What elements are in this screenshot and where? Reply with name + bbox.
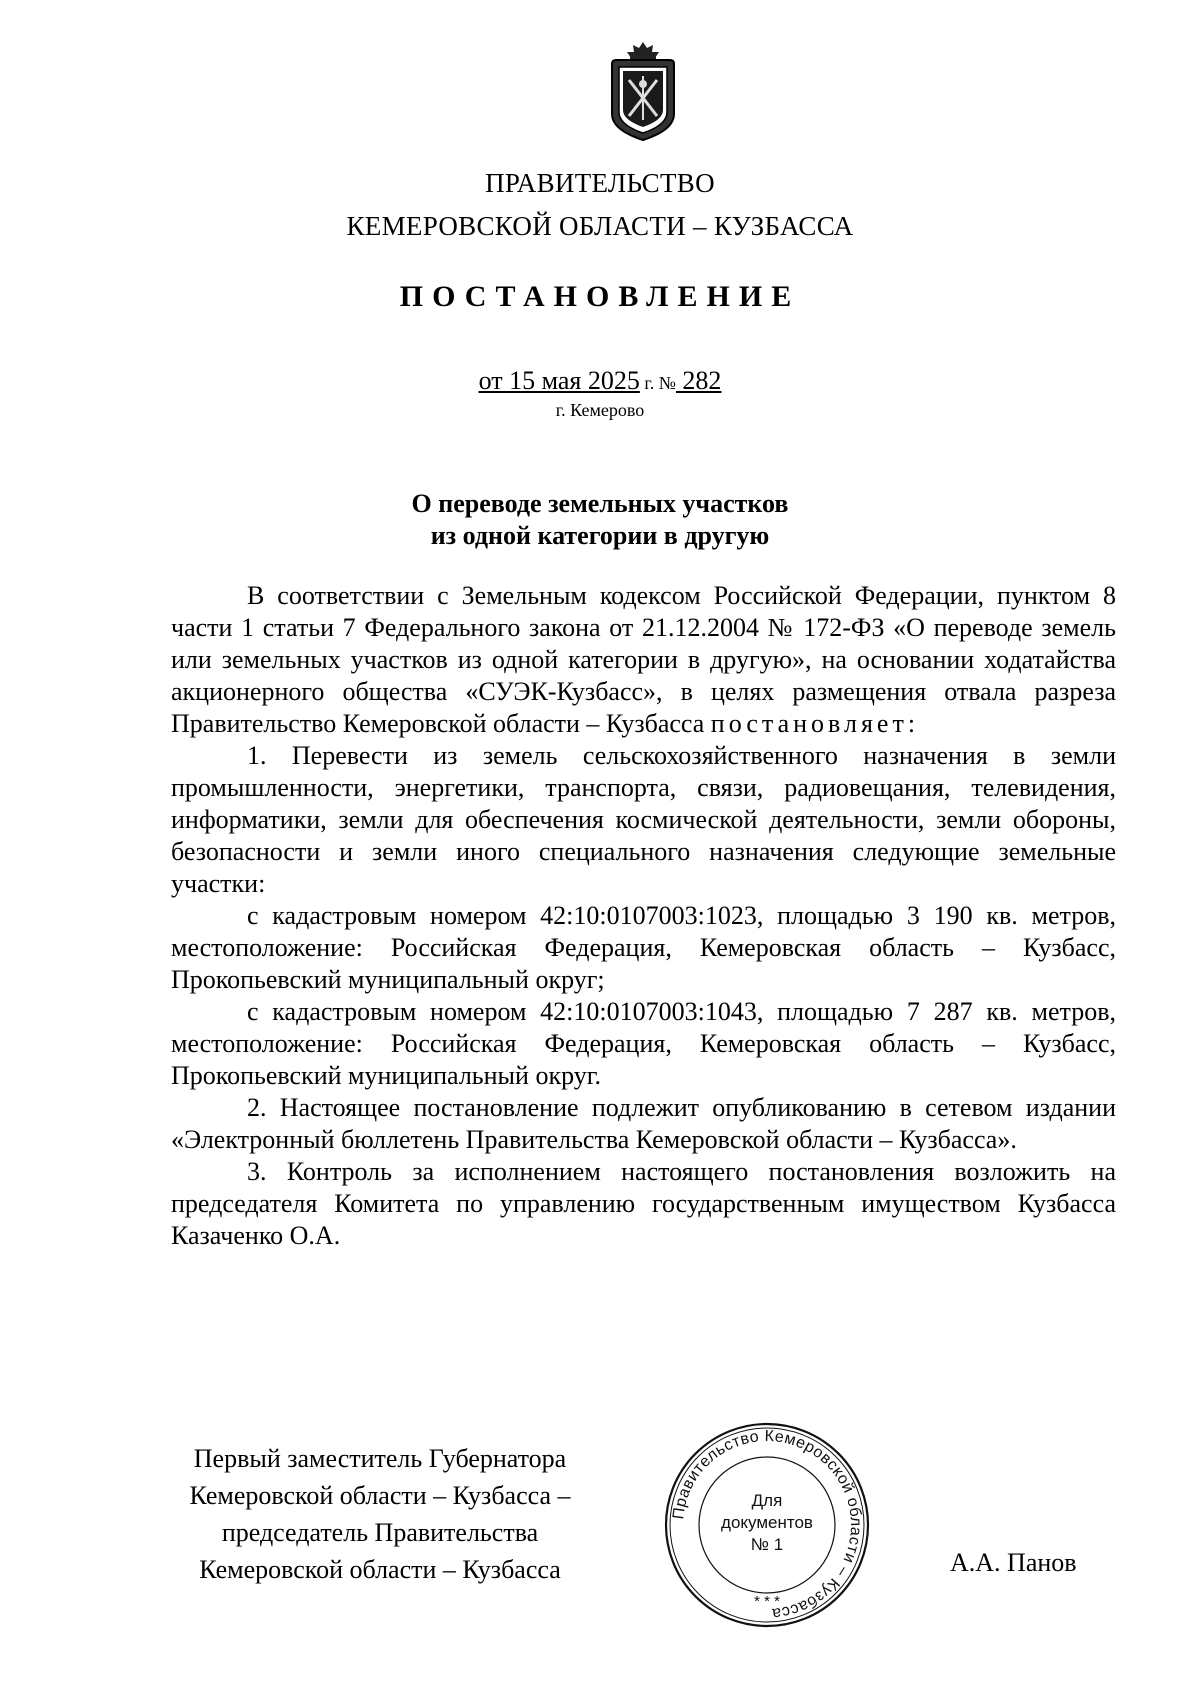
stamp-ring-text: Правительство Кемеровской области – Кузбасса <box>670 1427 865 1622</box>
intro-end: : <box>907 709 916 738</box>
document-title-line-2: из одной категории в другую <box>430 521 770 550</box>
document-type: ПОСТАНОВЛЕНИЕ <box>399 280 801 313</box>
clause-3: 3. Контроль за исполнением настоящего постановления возложить на председателя Комитета по управлению государственным имуществом Кузбасса Казаченко О.А. <box>171 1157 1116 1250</box>
clause-2: 2. Настоящее постановление подлежит опубликованию в сетевом издании «Электронный бюллетень Правительства Кемеровской области – Кузбасса». <box>171 1093 1116 1154</box>
date-number-line <box>0 366 1200 396</box>
intro-text: В соответствии с Земельным кодексом Российской Федерации, пунктом 8 части 1 статьи 7 Федерального закона от 21.12.2004 № 172-ФЗ «О переводе земель или земельных участков из одной категории в другую», на основании ходатайства акционерного общества «СУЭК-Кузбасс», в целях размещения отвала разреза Правительство Кемеровской области – Кузбасса <box>171 581 1116 738</box>
clause-1: 1. Перевести из земель сельскохозяйственного назначения в земли промышленности, энергетики, транспорта, связи, радиовещания, телевидения, информатики, земли для обеспечения космической деятельности, земли обороны, безопасности и земли иного специального назначения следующие земельные участки: <box>171 741 1116 898</box>
signatory-name: А.А. Панов <box>950 1548 1077 1577</box>
signatory-line-2: Кемеровской области – Кузбасса – <box>189 1481 571 1510</box>
document-title-line-1: О переводе земельных участков <box>411 489 789 518</box>
resolves-word: постановляет <box>710 709 908 738</box>
document-body <box>171 580 1116 1252</box>
stamp-center-line-2: документов <box>721 1513 813 1532</box>
signatory-position <box>160 1440 600 1588</box>
document-number: 282 <box>675 366 722 395</box>
official-stamp <box>662 1420 872 1630</box>
number-sign: № <box>658 373 676 393</box>
org-name-line-2: КЕМЕРОВСКОЙ ОБЛАСТИ – КУЗБАССА <box>346 211 854 241</box>
land-plot-2: с кадастровым номером 42:10:0107003:1043, площадью 7 287 кв. метров, местоположение: Российская Федерация, Кемеровская область – Кузбасс, Прокопьевский муниципальный округ. <box>171 997 1116 1090</box>
kuzbass-coat-of-arms-icon <box>606 40 680 144</box>
land-plot-1: с кадастровым номером 42:10:0107003:1023, площадью 3 190 кв. метров, местоположение: Российская Федерация, Кемеровская область – Кузбасс, Прокопьевский муниципальный округ; <box>171 901 1116 994</box>
org-name-line-1: ПРАВИТЕЛЬСТВО <box>485 168 715 198</box>
signatory-line-4: Кемеровской области – Кузбасса <box>199 1555 561 1584</box>
document-date: от 15 мая 2025 <box>478 366 640 395</box>
year-suffix: г. <box>639 373 659 393</box>
stamp-center-line-1: Для <box>751 1491 783 1510</box>
stamp-center-line-3: № 1 <box>750 1535 784 1554</box>
signatory-line-1: Первый заместитель Губернатора <box>193 1444 567 1473</box>
document-place: г. Кемерово <box>555 400 645 420</box>
intro-paragraph <box>171 580 1116 740</box>
signatory-line-3: председатель Правительства <box>221 1518 539 1547</box>
stamp-stars: * * * <box>754 1593 780 1610</box>
